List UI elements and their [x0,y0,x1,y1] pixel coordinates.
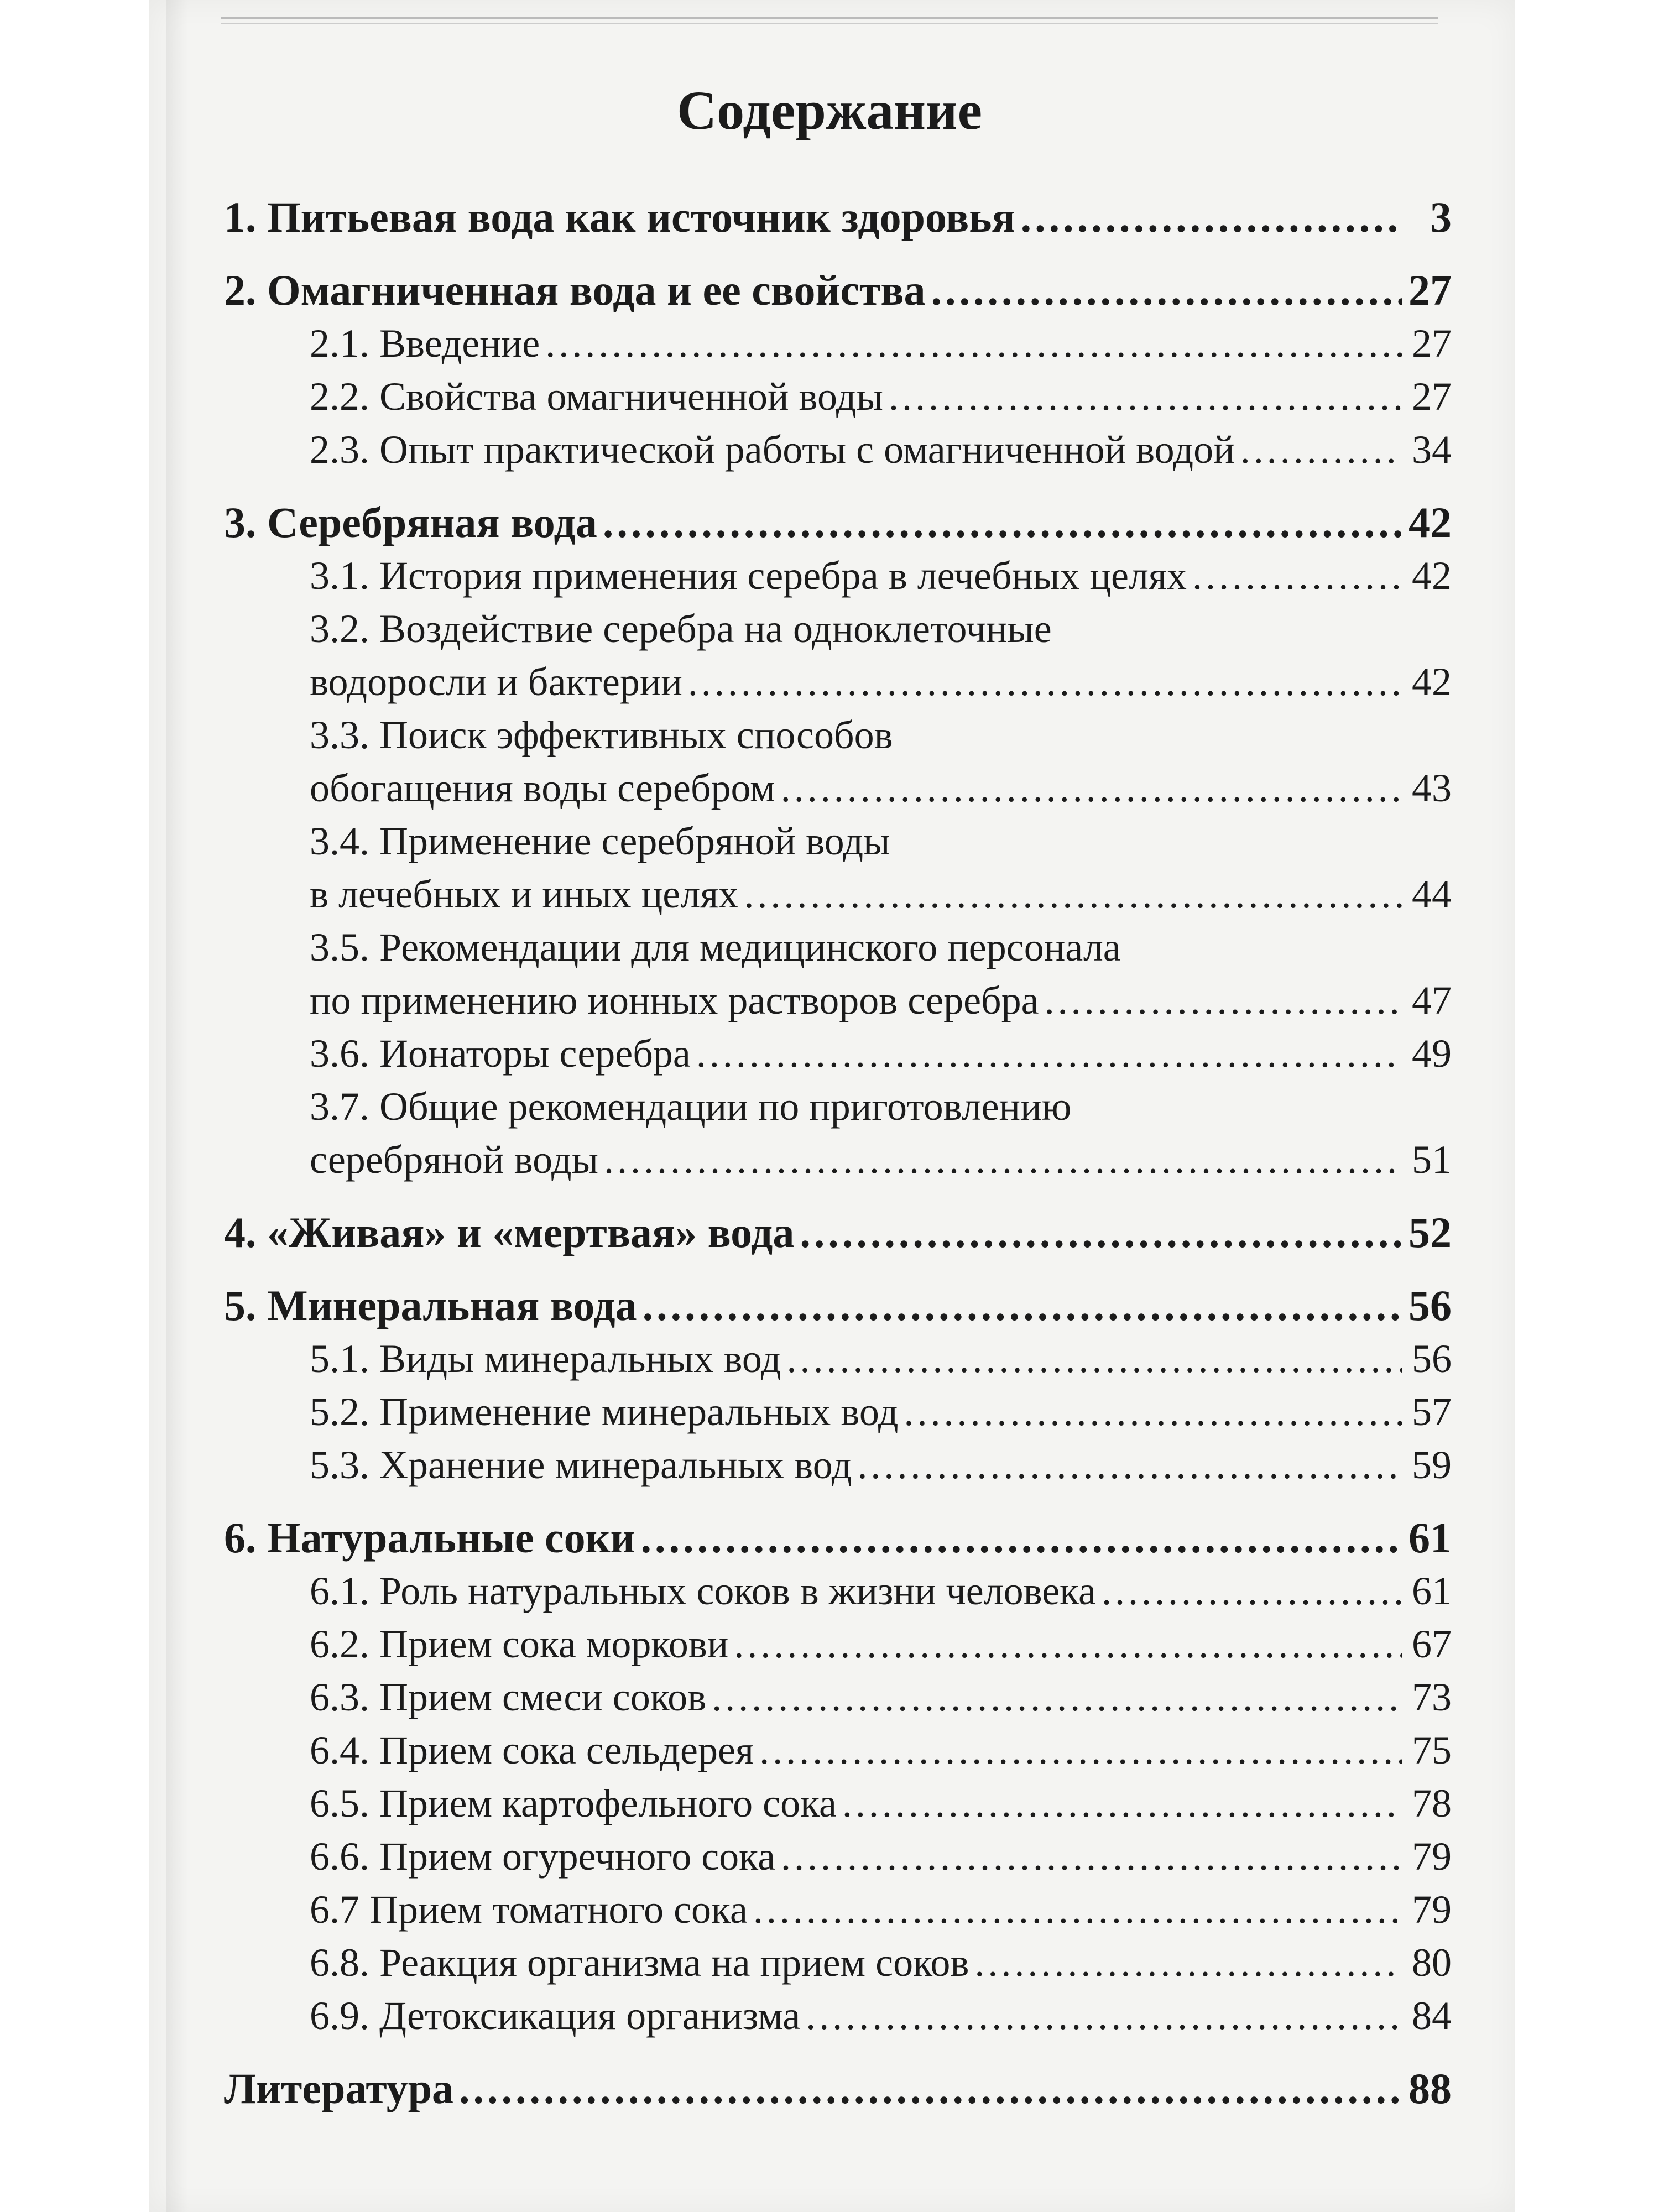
toc-page-number: 3 [1430,193,1452,241]
toc-page-number: 73 [1412,1675,1452,1719]
dot-leader [753,1883,1402,1936]
toc-section-entry [224,1133,1452,1186]
toc-section-entry [224,1671,1452,1724]
toc-page-number: 47 [1412,978,1452,1022]
dot-leader [857,1438,1402,1491]
dot-leader [744,868,1402,921]
table-of-contents [224,191,1452,2115]
toc-page-number: 56 [1408,1281,1452,1329]
toc-chapter-entry [224,264,1452,317]
dot-leader [459,2062,1402,2115]
top-rule [221,17,1438,24]
toc-section-entry [224,761,1452,815]
toc-entry-title: 3.4. Применение серебряной воды [310,819,890,863]
toc-page-number: 43 [1412,766,1452,810]
dot-leader [889,370,1402,423]
toc-entry-title: 6.3. Прием смеси соков [310,1675,707,1719]
toc-entry-title: 5.1. Виды минеральных вод [310,1337,781,1381]
toc-section-entry [224,974,1452,1027]
toc-chapter-entry [224,191,1452,244]
toc-page-number: 75 [1412,1728,1452,1772]
dot-leader [842,1777,1402,1830]
dot-leader [806,1989,1402,2042]
toc-page-number: 34 [1412,427,1452,472]
toc-entry-title: 5. Минеральная вода [224,1281,637,1329]
dot-leader [1192,549,1402,602]
toc-entry-title: Литература [224,2064,454,2112]
toc-entry-title: 2. Омагниченная вода и ее свойства [224,266,926,314]
dot-leader [800,1206,1402,1259]
toc-chapter-entry [224,496,1452,549]
toc-page-number: 56 [1412,1337,1452,1381]
toc-page-number: 84 [1412,1994,1452,2038]
toc-page-number: 61 [1408,1514,1452,1562]
dot-leader [545,317,1402,370]
dot-leader [604,1133,1402,1186]
toc-section-entry [224,1883,1452,1936]
toc-page-number: 42 [1412,660,1452,704]
toc-entry-title: 3.2. Воздействие серебра на одноклеточные [310,607,1052,651]
dot-leader [781,761,1402,815]
toc-entry-title: 3.6. Ионаторы серебра [310,1031,691,1076]
toc-page-number: 78 [1412,1781,1452,1825]
dot-leader [1045,974,1402,1027]
toc-chapter-entry [224,1206,1452,1259]
toc-section-entry [224,815,1452,868]
toc-entry-title: 6.6. Прием огуречного сока [310,1834,776,1879]
dot-leader [640,1511,1402,1564]
toc-entry-title: 6.9. Детоксикация организма [310,1994,801,2038]
dot-leader [759,1724,1402,1777]
dot-leader [734,1618,1402,1671]
toc-page-number: 61 [1412,1569,1452,1613]
toc-section-entry [224,1830,1452,1883]
toc-page-number: 52 [1408,1208,1452,1256]
dot-leader [1102,1564,1402,1618]
toc-section-entry [224,1027,1452,1080]
toc-page-number: 79 [1412,1887,1452,1932]
toc-page-number: 79 [1412,1834,1452,1879]
toc-page-number: 59 [1412,1443,1452,1487]
toc-chapter-entry [224,1511,1452,1564]
toc-entry-title: серебряной воды [310,1138,598,1182]
dot-leader [904,1385,1402,1438]
toc-entry-title: 1. Питьевая вода как источник здоровья [224,193,1015,241]
toc-page-number: 67 [1412,1622,1452,1666]
toc-entry-title: 2.1. Введение [310,321,540,366]
toc-page-number: 80 [1412,1940,1452,1985]
toc-section-entry [224,602,1452,655]
toc-section-entry [224,868,1452,921]
toc-page-number: 42 [1408,498,1452,546]
toc-section-entry [224,1989,1452,2042]
toc-entry-title: 2.2. Свойства омагниченной воды [310,374,883,419]
toc-section-entry [224,370,1452,423]
toc-section-entry [224,1385,1452,1438]
toc-section-entry [224,708,1452,761]
toc-entry-title: 5.3. Хранение минеральных вод [310,1443,852,1487]
toc-entry-title: 2.3. Опыт практической работы с омагниченной водой [310,427,1235,472]
toc-section-entry [224,1564,1452,1618]
toc-entry-title: 3.3. Поиск эффективных способов [310,713,893,757]
toc-page-number: 88 [1408,2064,1452,2112]
toc-page-number: 44 [1412,872,1452,916]
toc-page-number: 27 [1412,374,1452,419]
toc-entry-title: по применению ионных растворов серебра [310,978,1039,1022]
dot-leader [931,264,1402,317]
dot-leader [974,1936,1402,1989]
toc-entry-title: 6. Натуральные соки [224,1514,635,1562]
toc-page-number: 42 [1412,554,1452,598]
toc-section-entry [224,423,1452,476]
toc-entry-title: 6.1. Роль натуральных соков в жизни человека [310,1569,1096,1613]
toc-entry-title: 6.4. Прием сока сельдерея [310,1728,754,1772]
dot-leader [786,1332,1402,1385]
dot-leader [643,1279,1402,1332]
toc-section-entry [224,549,1452,602]
toc-section-entry [224,655,1452,708]
toc-entry-title: водоросли и бактерии [310,660,682,704]
toc-entry-title: 4. «Живая» и «мертвая» вода [224,1208,795,1256]
toc-entry-title: 3.7. Общие рекомендации по приготовлению [310,1084,1072,1129]
toc-entry-title: 5.2. Применение минеральных вод [310,1390,899,1434]
toc-page-number: 27 [1408,266,1452,314]
dot-leader [1240,423,1402,476]
dot-leader [712,1671,1402,1724]
toc-chapter-entry [224,1279,1452,1332]
dot-leader [603,496,1402,549]
dot-leader [696,1027,1402,1080]
toc-section-entry [224,1777,1452,1830]
toc-section-entry [224,1618,1452,1671]
toc-entry-title: обогащения воды серебром [310,766,775,810]
toc-page-number: 51 [1412,1138,1452,1182]
toc-page-number: 27 [1412,321,1452,366]
page-title: Содержание [676,80,983,141]
toc-entry-title: 3.1. История применения серебра в лечебных целях [310,554,1187,598]
toc-entry-title: 6.8. Реакция организма на прием соков [310,1940,969,1985]
toc-section-entry [224,921,1452,974]
toc-page-number: 57 [1412,1390,1452,1434]
toc-section-entry [224,1724,1452,1777]
toc-entry-title: в лечебных и иных целях [310,872,739,916]
toc-section-entry [224,317,1452,370]
toc-entry-title: 3.5. Рекомендации для медицинского персонала [310,925,1121,969]
toc-entry-title: 6.2. Прием сока моркови [310,1622,729,1666]
toc-section-entry [224,1332,1452,1385]
toc-page-number: 49 [1412,1031,1452,1076]
toc-entry-title: 6.5. Прием картофельного сока [310,1781,837,1825]
toc-entry-title: 3. Серебряная вода [224,498,597,546]
toc-section-entry [224,1080,1452,1133]
toc-chapter-entry [224,2062,1452,2115]
toc-section-entry [224,1936,1452,1989]
dot-leader [1021,191,1402,244]
page-fold-shadow [166,0,188,2212]
dot-leader [688,655,1402,708]
toc-section-entry [224,1438,1452,1491]
toc-entry-title: 6.7 Прием томатного сока [310,1887,748,1932]
dot-leader [781,1830,1402,1883]
